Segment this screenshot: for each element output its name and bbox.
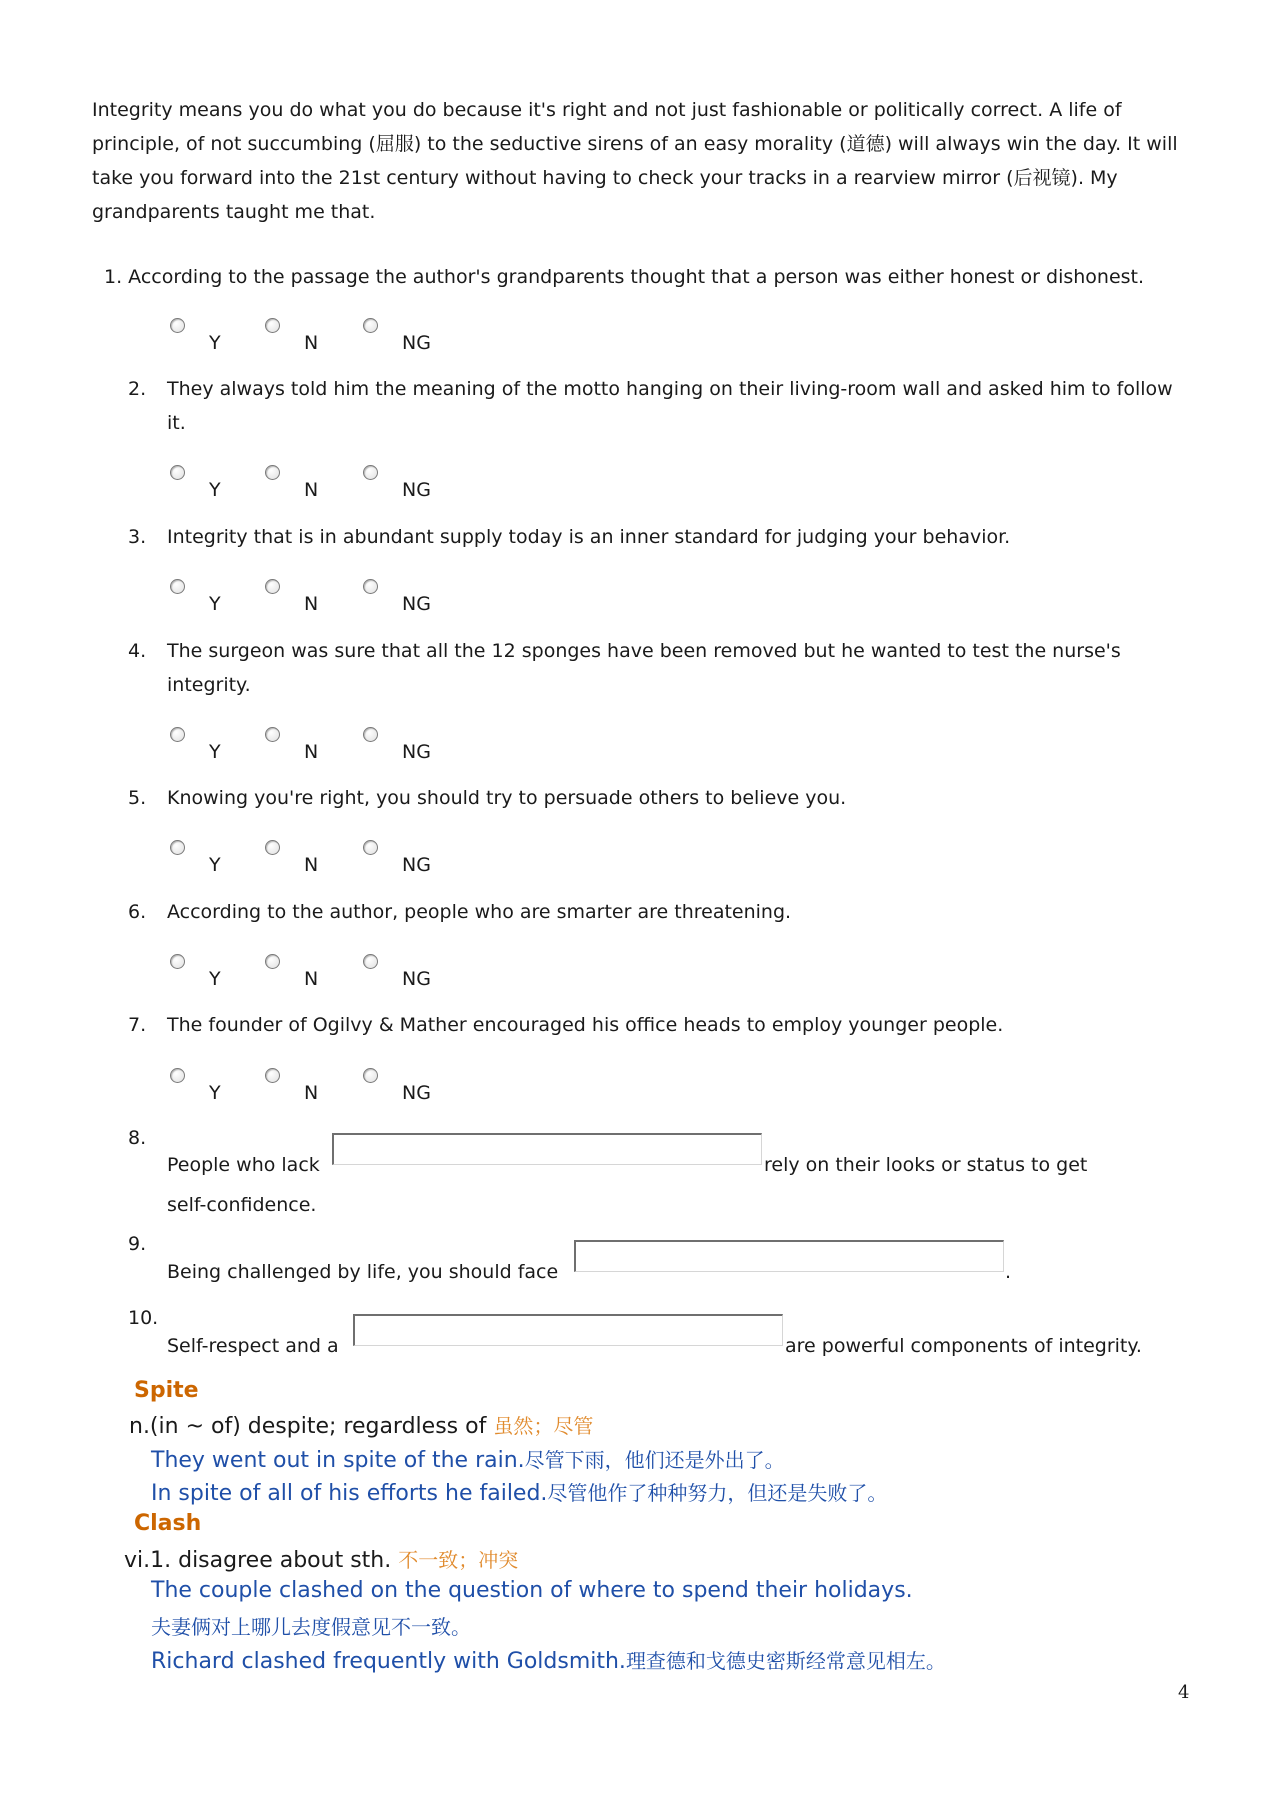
radio-button-icon[interactable] — [363, 1068, 378, 1083]
radio-button-icon[interactable] — [363, 318, 378, 333]
vocab-definition: n.(in ~ of) despite; regardless of 虽然；尽管 — [129, 1414, 594, 1439]
example-sentence: They went out in spite of the rain.尽管下雨，他们还是外出了。 — [151, 1448, 785, 1473]
option-ng[interactable]: NG — [363, 1068, 483, 1108]
fill-blank-9: 9. Being challenged by life, you should face . — [128, 1233, 1012, 1283]
answer-options-q6 — [170, 954, 570, 994]
option-n[interactable]: N — [265, 840, 385, 880]
example-translation: 夫妻俩对上哪儿去度假意见不一致。 — [151, 1615, 471, 1639]
option-y[interactable]: Y — [170, 840, 290, 880]
blank-input-10[interactable] — [353, 1314, 783, 1346]
radio-button-icon[interactable] — [265, 1068, 280, 1083]
radio-button-icon[interactable] — [265, 465, 280, 480]
radio-button-icon[interactable] — [363, 465, 378, 480]
question-2: 2. They always told him the meaning of the motto hanging on their living-room wall and asked him to follow it. — [128, 378, 1173, 434]
radio-button-icon[interactable] — [363, 579, 378, 594]
option-y[interactable]: Y — [170, 318, 290, 358]
question-6: 6. According to the author, people who are smarter are threatening. — [128, 901, 792, 923]
question-7: 7. The founder of Ogilvy & Mather encouraged his office heads to employ younger people. — [128, 1014, 1004, 1036]
answer-options-q1 — [170, 318, 570, 358]
option-n[interactable]: N — [265, 318, 385, 358]
radio-button-icon[interactable] — [363, 954, 378, 969]
option-n[interactable]: N — [265, 1068, 385, 1108]
option-y[interactable]: Y — [170, 465, 290, 505]
intro-paragraph: Integrity means you do what you do because it's right and not just fashionable or politically correct. A life of principle, of not succumbing (屈服) to the seductive sirens of an easy morality (道德) will always win the day. It will take you forward into the 21st century without having to check your tracks in a rearview mirror (后视镜). My grandparents taught me that. — [92, 99, 1178, 223]
option-ng[interactable]: NG — [363, 954, 483, 994]
option-y[interactable]: Y — [170, 954, 290, 994]
option-y[interactable]: Y — [170, 727, 290, 767]
example-sentence: The couple clashed on the question of where to spend their holidays. — [151, 1578, 913, 1603]
fill-blank-10: 10. Self-respect and a are powerful components of integrity. — [128, 1307, 1142, 1357]
question-3: 3. Integrity that is in abundant supply today is an inner standard for judging your behavior. — [128, 526, 1011, 548]
radio-button-icon[interactable] — [363, 840, 378, 855]
radio-button-icon[interactable] — [170, 465, 185, 480]
option-n[interactable]: N — [265, 579, 385, 619]
answer-options-q7 — [170, 1068, 570, 1108]
fill-blank-8: 8. People who lack rely on their looks or status to get self-confidence. — [128, 1127, 1088, 1216]
option-y[interactable]: Y — [170, 579, 290, 619]
question-1: 1. According to the passage the author's grandparents thought that a person was either honest or dishonest. — [104, 266, 1145, 288]
option-ng[interactable]: NG — [363, 840, 483, 880]
radio-button-icon[interactable] — [170, 318, 185, 333]
answer-options-q2 — [170, 465, 570, 505]
radio-button-icon[interactable] — [265, 318, 280, 333]
answer-options-q3 — [170, 579, 570, 619]
option-ng[interactable]: NG — [363, 727, 483, 767]
example-sentence: Richard clashed frequently with Goldsmith.理查德和戈德史密斯经常意见相左。 — [151, 1649, 946, 1674]
option-ng[interactable]: NG — [363, 465, 483, 505]
vocab-word-spite: Spite — [134, 1378, 199, 1403]
radio-button-icon[interactable] — [170, 1068, 185, 1083]
option-n[interactable]: N — [265, 727, 385, 767]
vocab-definition: vi.1. disagree about sth. 不一致；冲突 — [124, 1548, 519, 1573]
question-5: 5. Knowing you're right, you should try to persuade others to believe you. — [128, 787, 847, 809]
radio-button-icon[interactable] — [170, 579, 185, 594]
question-4: 4. The surgeon was sure that all the 12 sponges have been removed but he wanted to test the nurse's integrity. — [128, 640, 1121, 696]
blank-input-8[interactable] — [332, 1133, 762, 1165]
vocab-word-clash: Clash — [134, 1511, 202, 1536]
option-y[interactable]: Y — [170, 1068, 290, 1108]
page-number: 4 — [1178, 1682, 1190, 1703]
radio-button-icon[interactable] — [363, 727, 378, 742]
answer-options-q5 — [170, 840, 570, 880]
example-sentence: In spite of all of his efforts he failed.尽管他作了种种努力，但还是失败了。 — [151, 1481, 888, 1506]
option-ng[interactable]: NG — [363, 318, 483, 358]
option-n[interactable]: N — [265, 954, 385, 994]
radio-button-icon[interactable] — [265, 727, 280, 742]
radio-button-icon[interactable] — [170, 954, 185, 969]
radio-button-icon[interactable] — [265, 954, 280, 969]
option-n[interactable]: N — [265, 465, 385, 505]
radio-button-icon[interactable] — [265, 840, 280, 855]
radio-button-icon[interactable] — [265, 579, 280, 594]
radio-button-icon[interactable] — [170, 727, 185, 742]
option-ng[interactable]: NG — [363, 579, 483, 619]
answer-options-q4 — [170, 727, 570, 767]
radio-button-icon[interactable] — [170, 840, 185, 855]
blank-input-9[interactable] — [574, 1240, 1004, 1272]
